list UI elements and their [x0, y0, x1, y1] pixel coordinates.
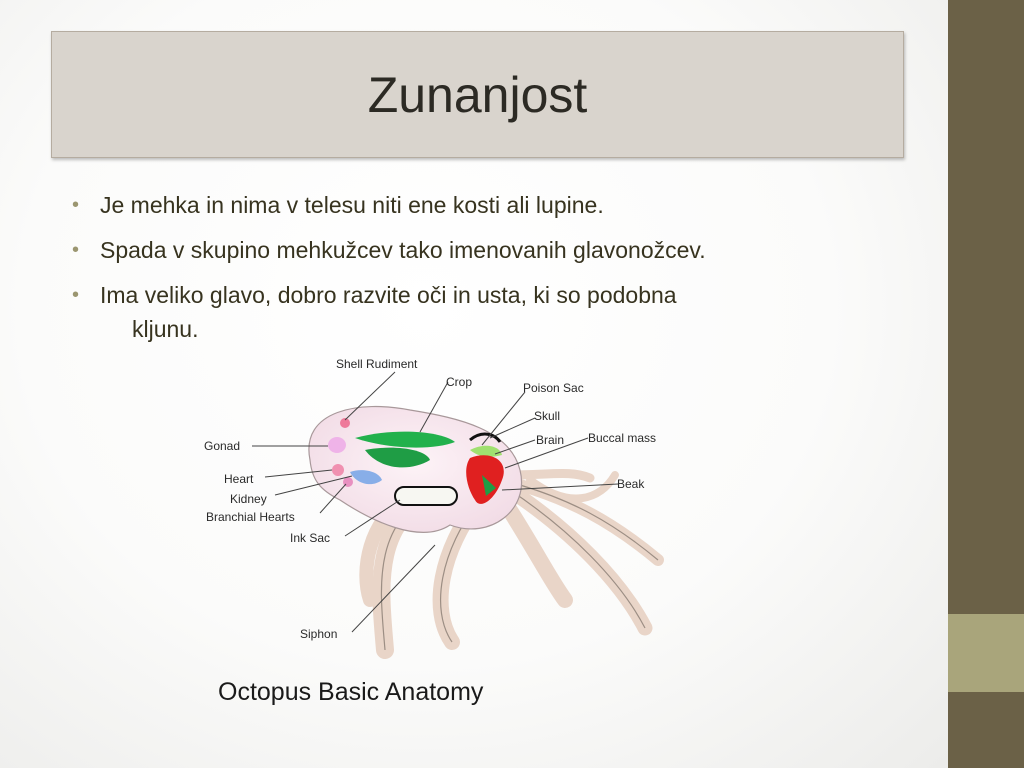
- bullet-icon: •: [72, 284, 80, 306]
- label-siphon: Siphon: [300, 627, 338, 641]
- label-crop: Crop: [446, 375, 473, 389]
- label-beak: Beak: [617, 477, 645, 491]
- diagram-caption: Octopus Basic Anatomy: [218, 678, 484, 706]
- bullet-item: [72, 233, 892, 267]
- label-shell-rudiment: Shell Rudiment: [336, 357, 418, 371]
- bullet-list: [72, 188, 892, 357]
- bullet-text: Spada v skupino mehkužcev tako imenovanih glavonožcev.: [100, 237, 706, 263]
- label-ink-sac: Ink Sac: [290, 531, 331, 545]
- label-buccal-mass: Buccal mass: [588, 431, 657, 445]
- bullet-icon: •: [72, 239, 80, 261]
- bullet-icon: •: [72, 194, 80, 216]
- title-box: [51, 31, 904, 158]
- label-kidney: Kidney: [230, 492, 267, 506]
- bullet-text: Ima veliko glavo, dobro razvite oči in usta, ki so podobna: [100, 282, 677, 308]
- octopus-anatomy-diagram: [190, 350, 710, 720]
- bullet-item: [72, 188, 892, 222]
- label-brain: Brain: [536, 433, 565, 447]
- side-bar-accent: [948, 614, 1024, 692]
- bullet-text: Je mehka in nima v telesu niti ene kosti ali lupine.: [100, 192, 604, 218]
- label-heart: Heart: [224, 472, 254, 486]
- label-poison-sac: Poison Sac: [523, 381, 584, 395]
- gonad-organ: [328, 437, 346, 453]
- ink-sac-organ: [395, 487, 457, 505]
- slide-title: Zunanjost: [367, 66, 588, 123]
- label-branchial-hearts: Branchial Hearts: [206, 510, 295, 524]
- bullet-continuation: kljunu.: [132, 316, 199, 342]
- heart-organ: [332, 464, 344, 476]
- label-skull: Skull: [534, 409, 561, 423]
- bullet-item: [72, 278, 892, 346]
- label-gonad: Gonad: [204, 439, 241, 453]
